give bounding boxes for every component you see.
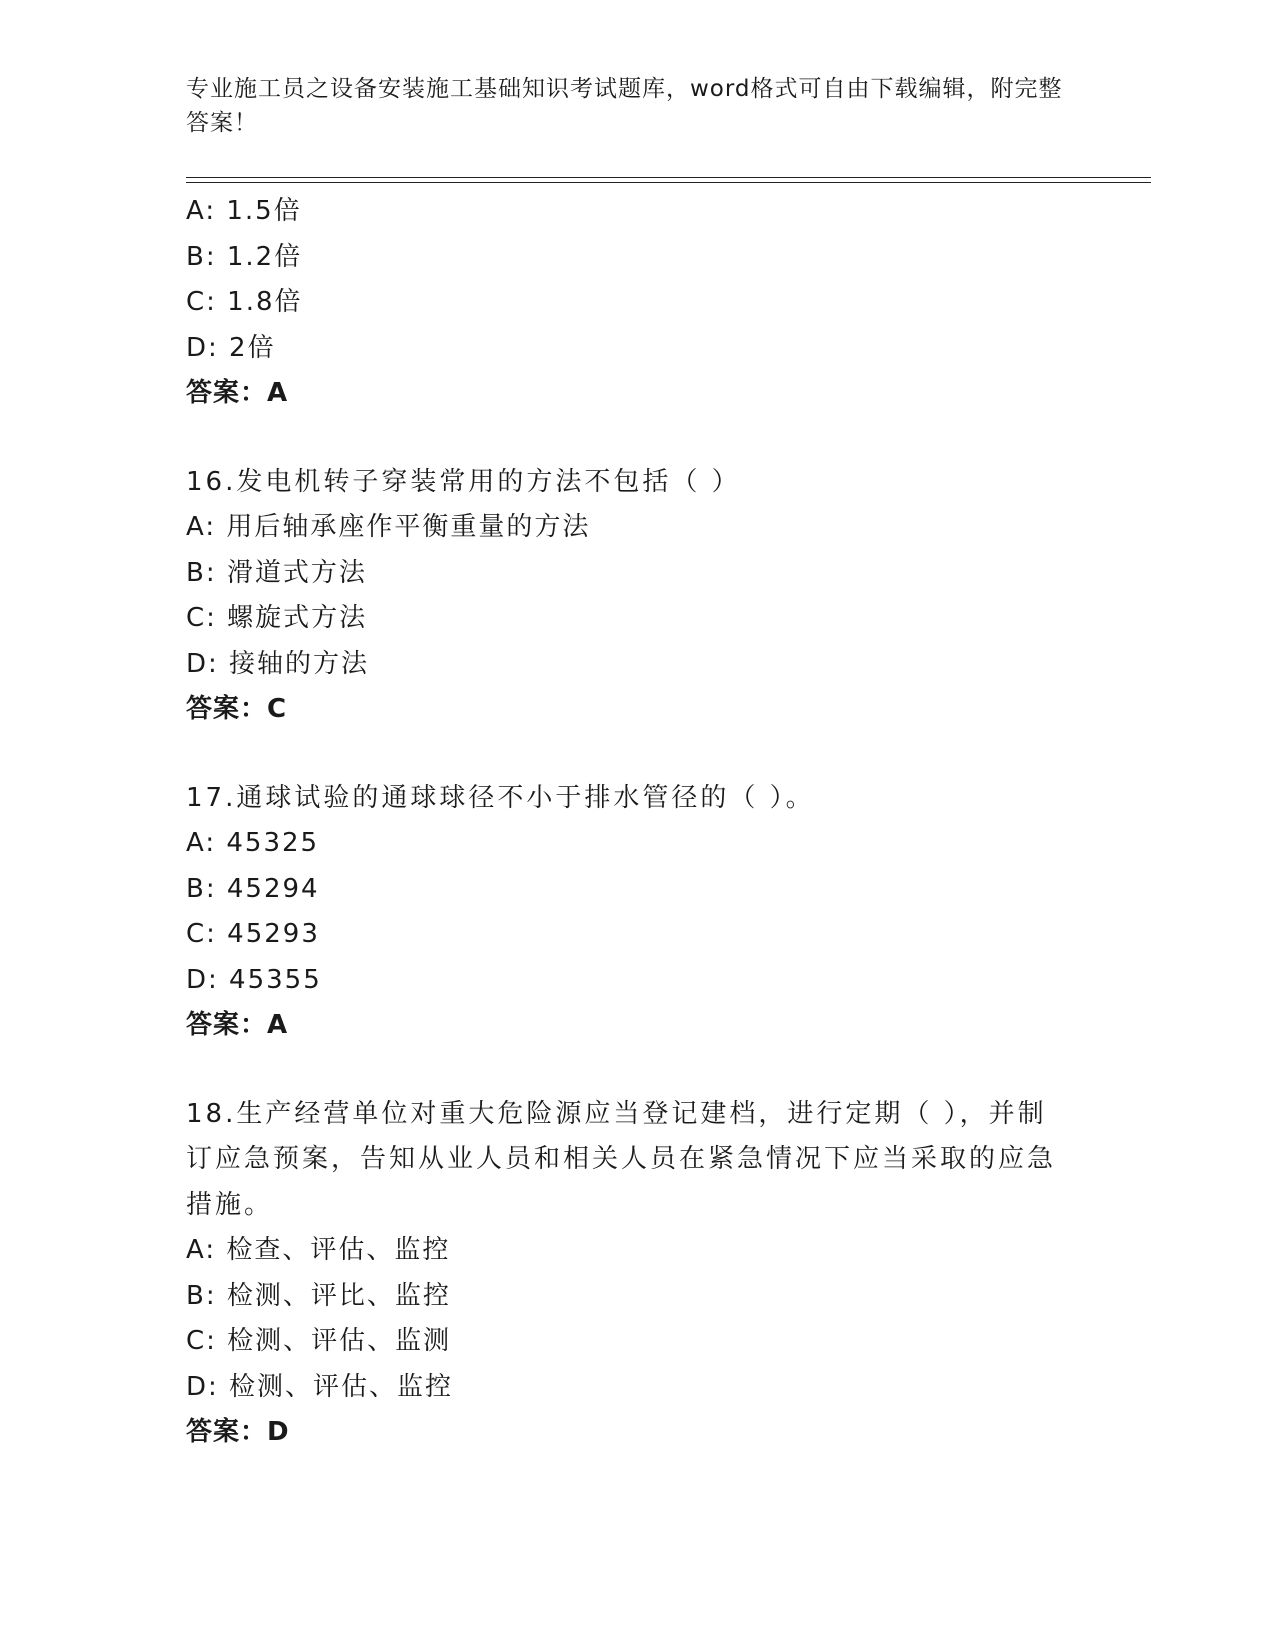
question-list bbox=[186, 189, 1066, 1456]
option-b: B: 滑道式方法 bbox=[186, 557, 367, 588]
answer-line: 答案：C bbox=[186, 694, 288, 724]
option-c: C: 螺旋式方法 bbox=[186, 603, 368, 633]
answer-line: 答案：A bbox=[186, 378, 289, 408]
question-block-16 bbox=[186, 460, 1066, 733]
question-text: 18.生产经营单位对重大危险源应当登记建档，进行定期（ ），并制订应急预案，告知从业人员和相关人员在紧急情况下应当采取的应急措施。 bbox=[186, 1098, 1057, 1220]
question-block-18 bbox=[186, 1092, 1066, 1456]
option-a: A: 用后轴承座作平衡重量的方法 bbox=[186, 512, 591, 542]
option-b: B: 1.2倍 bbox=[186, 241, 303, 272]
option-d: D: 接轴的方法 bbox=[186, 648, 370, 679]
question-block-15 bbox=[186, 189, 1066, 417]
question-text: 17.通球试验的通球球径不小于排水管径的（ ）。 bbox=[186, 782, 815, 813]
answer-line: 答案：A bbox=[186, 1010, 289, 1040]
option-d: D: 检测、评估、监控 bbox=[186, 1371, 454, 1402]
option-c: C: 检测、评估、监测 bbox=[186, 1326, 452, 1356]
answer-line: 答案：D bbox=[186, 1417, 290, 1447]
option-b: B: 检测、评比、监控 bbox=[186, 1280, 451, 1311]
document-header: 专业施工员之设备安装施工基础知识考试题库，word格式可自由下载编辑，附完整答案！ bbox=[186, 76, 1063, 136]
option-d: D: 2倍 bbox=[186, 332, 276, 363]
question-text: 16.发电机转子穿装常用的方法不包括（ ） bbox=[186, 466, 741, 497]
option-c: C: 1.8倍 bbox=[186, 287, 303, 317]
question-block-17 bbox=[186, 776, 1066, 1049]
option-a: A: 1.5倍 bbox=[186, 196, 302, 226]
option-a: A: 检查、评估、监控 bbox=[186, 1235, 451, 1265]
option-c: C: 45293 bbox=[186, 919, 320, 949]
option-a: A: 45325 bbox=[186, 828, 320, 858]
header-divider-top bbox=[186, 177, 1151, 178]
header-divider-bottom bbox=[186, 182, 1151, 183]
option-b: B: 45294 bbox=[186, 873, 320, 904]
option-d: D: 45355 bbox=[186, 964, 322, 995]
